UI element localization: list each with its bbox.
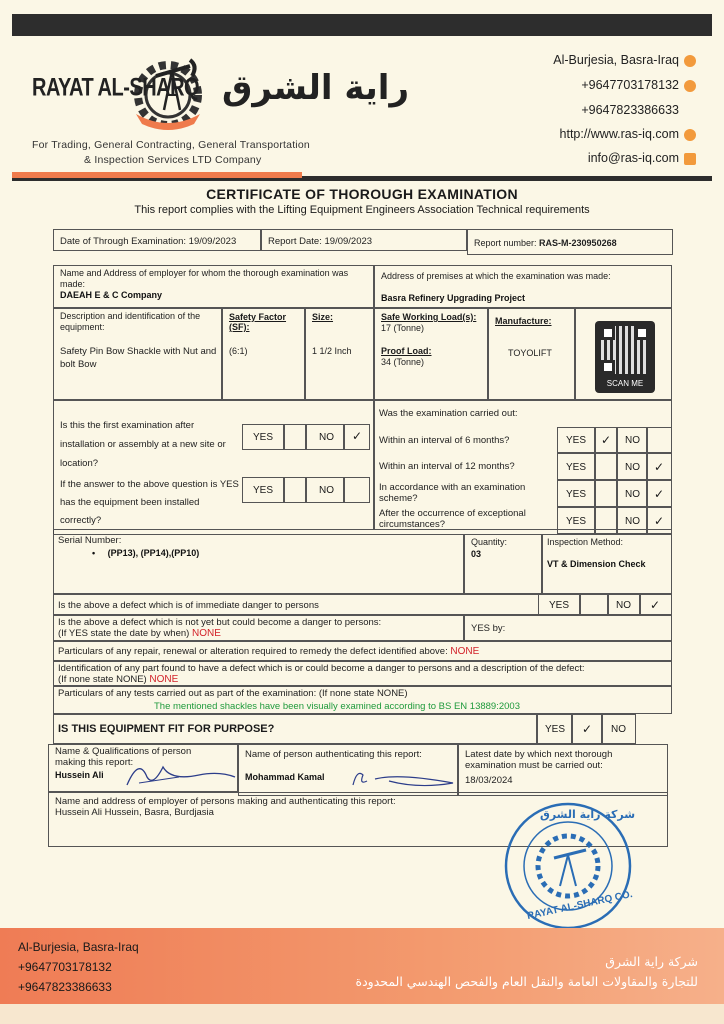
contact-website-text: http://www.ras-iq.com bbox=[559, 127, 679, 141]
footer-phone-1: +9647703178132 bbox=[18, 960, 112, 974]
employer-label: Name and Address of employer for whom the thorough examination was made: bbox=[60, 268, 349, 289]
fit-purpose-label: IS THIS EQUIPMENT FIT FOR PURPOSE? bbox=[58, 723, 275, 735]
footer-phone-2: +9647823386633 bbox=[18, 980, 112, 994]
r3-no-cell bbox=[617, 480, 647, 507]
r2-no-label: NO bbox=[625, 462, 640, 473]
examiner-label: Name & Qualifications of person making this report: bbox=[55, 746, 192, 768]
report-date-cell bbox=[261, 229, 467, 251]
serial-label: Serial Number: bbox=[58, 535, 122, 546]
fit-no-cell bbox=[602, 714, 636, 744]
repair-none: NONE bbox=[450, 646, 480, 657]
q1-no-label: NO bbox=[319, 432, 334, 443]
manufacturer-value: TOYOLIFT bbox=[508, 348, 552, 358]
exam-date: Date of Through Examination: 19/09/2023 bbox=[60, 236, 237, 247]
r1-no-cell bbox=[617, 427, 647, 453]
proof-load-value: 34 (Tonne) bbox=[381, 357, 425, 367]
r3-yes-cell bbox=[557, 480, 595, 507]
employer-value: DAEAH E & C Company bbox=[60, 290, 163, 300]
q1-yes-label: YES bbox=[253, 432, 274, 443]
tests-row bbox=[53, 686, 672, 714]
q2-yes-box[interactable] bbox=[284, 477, 306, 503]
report-number-label: Report number: bbox=[474, 238, 537, 248]
danger-no-cell bbox=[608, 594, 640, 615]
future-danger-hint: (If YES state the date by when) bbox=[58, 628, 190, 639]
part-defect-none: NONE bbox=[149, 674, 179, 685]
contact-email bbox=[588, 151, 696, 165]
interval-12-label: Within an interval of 12 months? bbox=[379, 461, 515, 472]
r2-no-cell bbox=[617, 453, 647, 480]
company-stamp bbox=[500, 800, 636, 932]
danger-yes-label: YES bbox=[549, 600, 570, 611]
next-exam-label: Latest date by which next thorough examination must be carried out: bbox=[465, 749, 613, 771]
contact-phone-1-text: +9647703178132 bbox=[581, 78, 679, 92]
r4-no-cell bbox=[617, 507, 647, 534]
contact-website bbox=[560, 127, 696, 141]
fit-no-label: NO bbox=[611, 724, 626, 735]
q2-yes-cell bbox=[242, 477, 284, 503]
serial-bullet-icon: • bbox=[92, 548, 96, 558]
future-danger-none: NONE bbox=[191, 628, 221, 639]
employer-cell bbox=[53, 265, 374, 308]
repair-row bbox=[53, 641, 672, 661]
r1-yes-label: YES bbox=[566, 435, 587, 446]
qr-scan-label: SCAN ME bbox=[606, 379, 644, 388]
r4-yes-cell bbox=[557, 507, 595, 534]
authenticator-label: Name of person authenticating this report: bbox=[245, 749, 422, 760]
swl-value: 17 (Tonne) bbox=[381, 323, 425, 333]
immediate-danger-label: Is the above a defect which is of immediate danger to persons bbox=[58, 600, 319, 611]
footer-address: Al-Burjesia, Basra-Iraq bbox=[18, 940, 139, 954]
r3-no-label: NO bbox=[625, 489, 640, 500]
yes-by-cell bbox=[464, 615, 672, 641]
r4-no-box[interactable] bbox=[647, 507, 672, 534]
footer-bottom-bar bbox=[0, 1004, 724, 1024]
quantity-label: Quantity: bbox=[471, 537, 508, 547]
footer-tagline-ar: للتجارة والمقاولات العامة والنقل العام والفحص الهندسي المحدودة bbox=[355, 974, 698, 989]
repair-label: Particulars of any repair, renewal or alteration required to remedy the defect identified above: bbox=[58, 646, 448, 657]
q1-yes-box[interactable] bbox=[284, 424, 306, 450]
exam-date-cell bbox=[53, 229, 261, 251]
method-value: VT & Dimension Check bbox=[547, 559, 646, 569]
q1-yes-cell bbox=[242, 424, 284, 450]
r3-no-check-icon: ✓ bbox=[654, 487, 665, 501]
header-top-bar bbox=[12, 14, 712, 36]
exam-carried-label: Was the examination carried out: bbox=[379, 408, 518, 419]
serial-value: (PP13), (PP14),(PP10) bbox=[107, 548, 200, 558]
brand-name-ar: راية الشرق bbox=[222, 68, 410, 108]
certificate-subtitle: This report complies with the Lifting Equipment Engineers Association Technical requirements bbox=[134, 204, 590, 216]
size-cell bbox=[305, 308, 374, 400]
manufacturer-cell bbox=[488, 308, 575, 400]
r1-no-box[interactable] bbox=[647, 427, 672, 453]
part-defect-label: Identification of any part found to have a defect which is or could become a danger to persons and a description of the defect: bbox=[58, 663, 585, 674]
q1-no-check-icon: ✓ bbox=[352, 429, 363, 443]
danger-no-label: NO bbox=[616, 600, 631, 611]
q2-no-box[interactable] bbox=[344, 477, 370, 503]
tests-label: Particulars of any tests carried out as part of the examination: (If none state NONE) bbox=[58, 688, 408, 699]
report-date: Report Date: 19/09/2023 bbox=[268, 236, 373, 247]
equipment-desc-value: Safety Pin Bow Shackle with Nut and bolt Bow bbox=[60, 346, 217, 370]
header-separator-orange bbox=[12, 172, 302, 178]
q2-no-cell bbox=[306, 477, 344, 503]
premises-cell bbox=[374, 265, 672, 308]
size-value: 1 1/2 Inch bbox=[312, 346, 352, 356]
equipment-desc-label: Description and identification of the equipment: bbox=[60, 311, 201, 332]
certificate-title: CERTIFICATE OF THOROUGH EXAMINATION bbox=[206, 186, 518, 202]
stamp-text-en: RAYAT AL-SHARQ CO. bbox=[526, 888, 634, 923]
stamp-text-ar: شركة راية الشرق bbox=[540, 808, 636, 821]
next-exam-date: 18/03/2024 bbox=[465, 775, 513, 786]
tests-value: The mentioned shackles have been visually examined according to BS EN 13889:2003 bbox=[154, 701, 520, 712]
swl-cell bbox=[374, 308, 488, 400]
premises-value: Basra Refinery Upgrading Project bbox=[381, 293, 526, 303]
equipment-desc-cell bbox=[53, 308, 222, 400]
quantity-value: 03 bbox=[471, 549, 482, 559]
danger-no-check-icon: ✓ bbox=[650, 598, 661, 612]
contact-address bbox=[553, 53, 696, 67]
r3-no-box[interactable] bbox=[647, 480, 672, 507]
method-cell bbox=[542, 534, 672, 594]
authenticator-cell bbox=[238, 744, 458, 796]
next-exam-cell bbox=[458, 744, 668, 796]
examiner-signature-icon bbox=[119, 755, 239, 789]
part-defect-hint: (If none state NONE) bbox=[58, 674, 147, 685]
size-label: Size: bbox=[312, 312, 334, 322]
yes-by-label: YES by: bbox=[471, 623, 506, 634]
fit-yes-box[interactable] bbox=[572, 714, 602, 744]
r3-yes-label: YES bbox=[566, 489, 587, 500]
danger-yes-cell bbox=[538, 594, 580, 615]
future-danger-cell bbox=[53, 615, 464, 641]
part-defect-row bbox=[53, 661, 672, 686]
swl-label: Safe Working Load(s): bbox=[381, 312, 477, 322]
danger-yes-box[interactable] bbox=[580, 594, 608, 615]
contact-phone-1 bbox=[581, 78, 696, 92]
qr-cell bbox=[575, 308, 672, 400]
r4-yes-label: YES bbox=[566, 516, 587, 527]
fit-purpose-cell bbox=[53, 714, 537, 744]
contact-phone-2 bbox=[581, 103, 696, 117]
quantity-cell bbox=[464, 534, 542, 594]
r1-yes-cell bbox=[557, 427, 595, 453]
installed-correctly-question: If the answer to the above question is YES has the equipment been installed correctly? bbox=[60, 479, 239, 526]
qr-code-icon bbox=[595, 321, 655, 393]
manufacturer-label: Manufacture: bbox=[495, 316, 552, 326]
phone-icon bbox=[684, 80, 696, 92]
r4-no-check-icon: ✓ bbox=[654, 514, 665, 528]
contact-email-text: info@ras-iq.com bbox=[587, 151, 679, 165]
r2-yes-cell bbox=[557, 453, 595, 480]
q2-yes-label: YES bbox=[253, 485, 274, 496]
footer-company-ar: شركة راية الشرق bbox=[605, 954, 698, 969]
danger-no-box[interactable] bbox=[640, 594, 672, 615]
r1-no-label: NO bbox=[625, 435, 640, 446]
report-number: RAS-M-230950268 bbox=[539, 238, 617, 248]
r2-no-check-icon: ✓ bbox=[654, 460, 665, 474]
r2-yes-box[interactable] bbox=[595, 453, 617, 480]
location-icon bbox=[684, 55, 696, 67]
exceptional-label: After the occurrence of exceptional circumstances? bbox=[379, 508, 526, 530]
proof-load-label: Proof Load: bbox=[381, 346, 432, 356]
contact-phone-2-text: +9647823386633 bbox=[581, 103, 679, 117]
r1-yes-check-icon: ✓ bbox=[601, 433, 612, 447]
method-label: Inspection Method: bbox=[547, 537, 624, 547]
serial-cell bbox=[53, 534, 464, 594]
safety-factor-label: Safety Factor (SF): bbox=[229, 312, 287, 332]
r4-yes-box[interactable] bbox=[595, 507, 617, 534]
r4-no-label: NO bbox=[625, 516, 640, 527]
mail-icon bbox=[684, 153, 696, 165]
first-exam-question: Is this the first examination after installation or assembly at a new site or location? bbox=[60, 420, 226, 469]
fit-yes-label: YES bbox=[545, 724, 566, 735]
premises-label: Address of premises at which the examination was made: bbox=[381, 271, 611, 281]
first-exam-block bbox=[53, 400, 374, 530]
interval-6-label: Within an interval of 6 months? bbox=[379, 435, 510, 446]
future-danger-label: Is the above a defect which is not yet but could become a danger to persons: bbox=[58, 617, 382, 628]
tagline-line-2: & Inspection Services LTD Company bbox=[84, 154, 262, 166]
q2-no-label: NO bbox=[319, 485, 334, 496]
scheme-label: In accordance with an examination scheme? bbox=[379, 482, 526, 504]
contact-address-text: Al-Burjesia, Basra-Iraq bbox=[553, 53, 679, 67]
examiner-cell bbox=[48, 744, 238, 792]
authenticator-signature-icon bbox=[349, 763, 457, 793]
q1-no-cell bbox=[306, 424, 344, 450]
r1-yes-box[interactable] bbox=[595, 427, 617, 453]
brand-name-en: RAYAT AL-SHARQ bbox=[32, 74, 200, 102]
r3-yes-box[interactable] bbox=[595, 480, 617, 507]
examiner-name: Hussein Ali bbox=[55, 770, 104, 780]
report-number-cell bbox=[467, 229, 673, 255]
signing-employer-value: Hussein Ali Hussein, Basra, Burdjasia bbox=[55, 807, 214, 818]
fit-yes-cell bbox=[537, 714, 572, 744]
safety-factor-value: (6:1) bbox=[229, 346, 248, 356]
fit-yes-check-icon: ✓ bbox=[582, 722, 593, 736]
safety-factor-cell bbox=[222, 308, 305, 400]
globe-icon bbox=[684, 129, 696, 141]
tagline-line-1: For Trading, General Contracting, General Transportation bbox=[32, 139, 310, 151]
authenticator-name: Mohammad Kamal bbox=[245, 772, 325, 782]
signing-employer-label: Name and address of employer of persons making and authenticating this report: bbox=[55, 796, 396, 807]
r2-yes-label: YES bbox=[566, 462, 587, 473]
q1-no-box[interactable] bbox=[344, 424, 370, 450]
r2-no-box[interactable] bbox=[647, 453, 672, 480]
company-tagline bbox=[32, 138, 310, 168]
